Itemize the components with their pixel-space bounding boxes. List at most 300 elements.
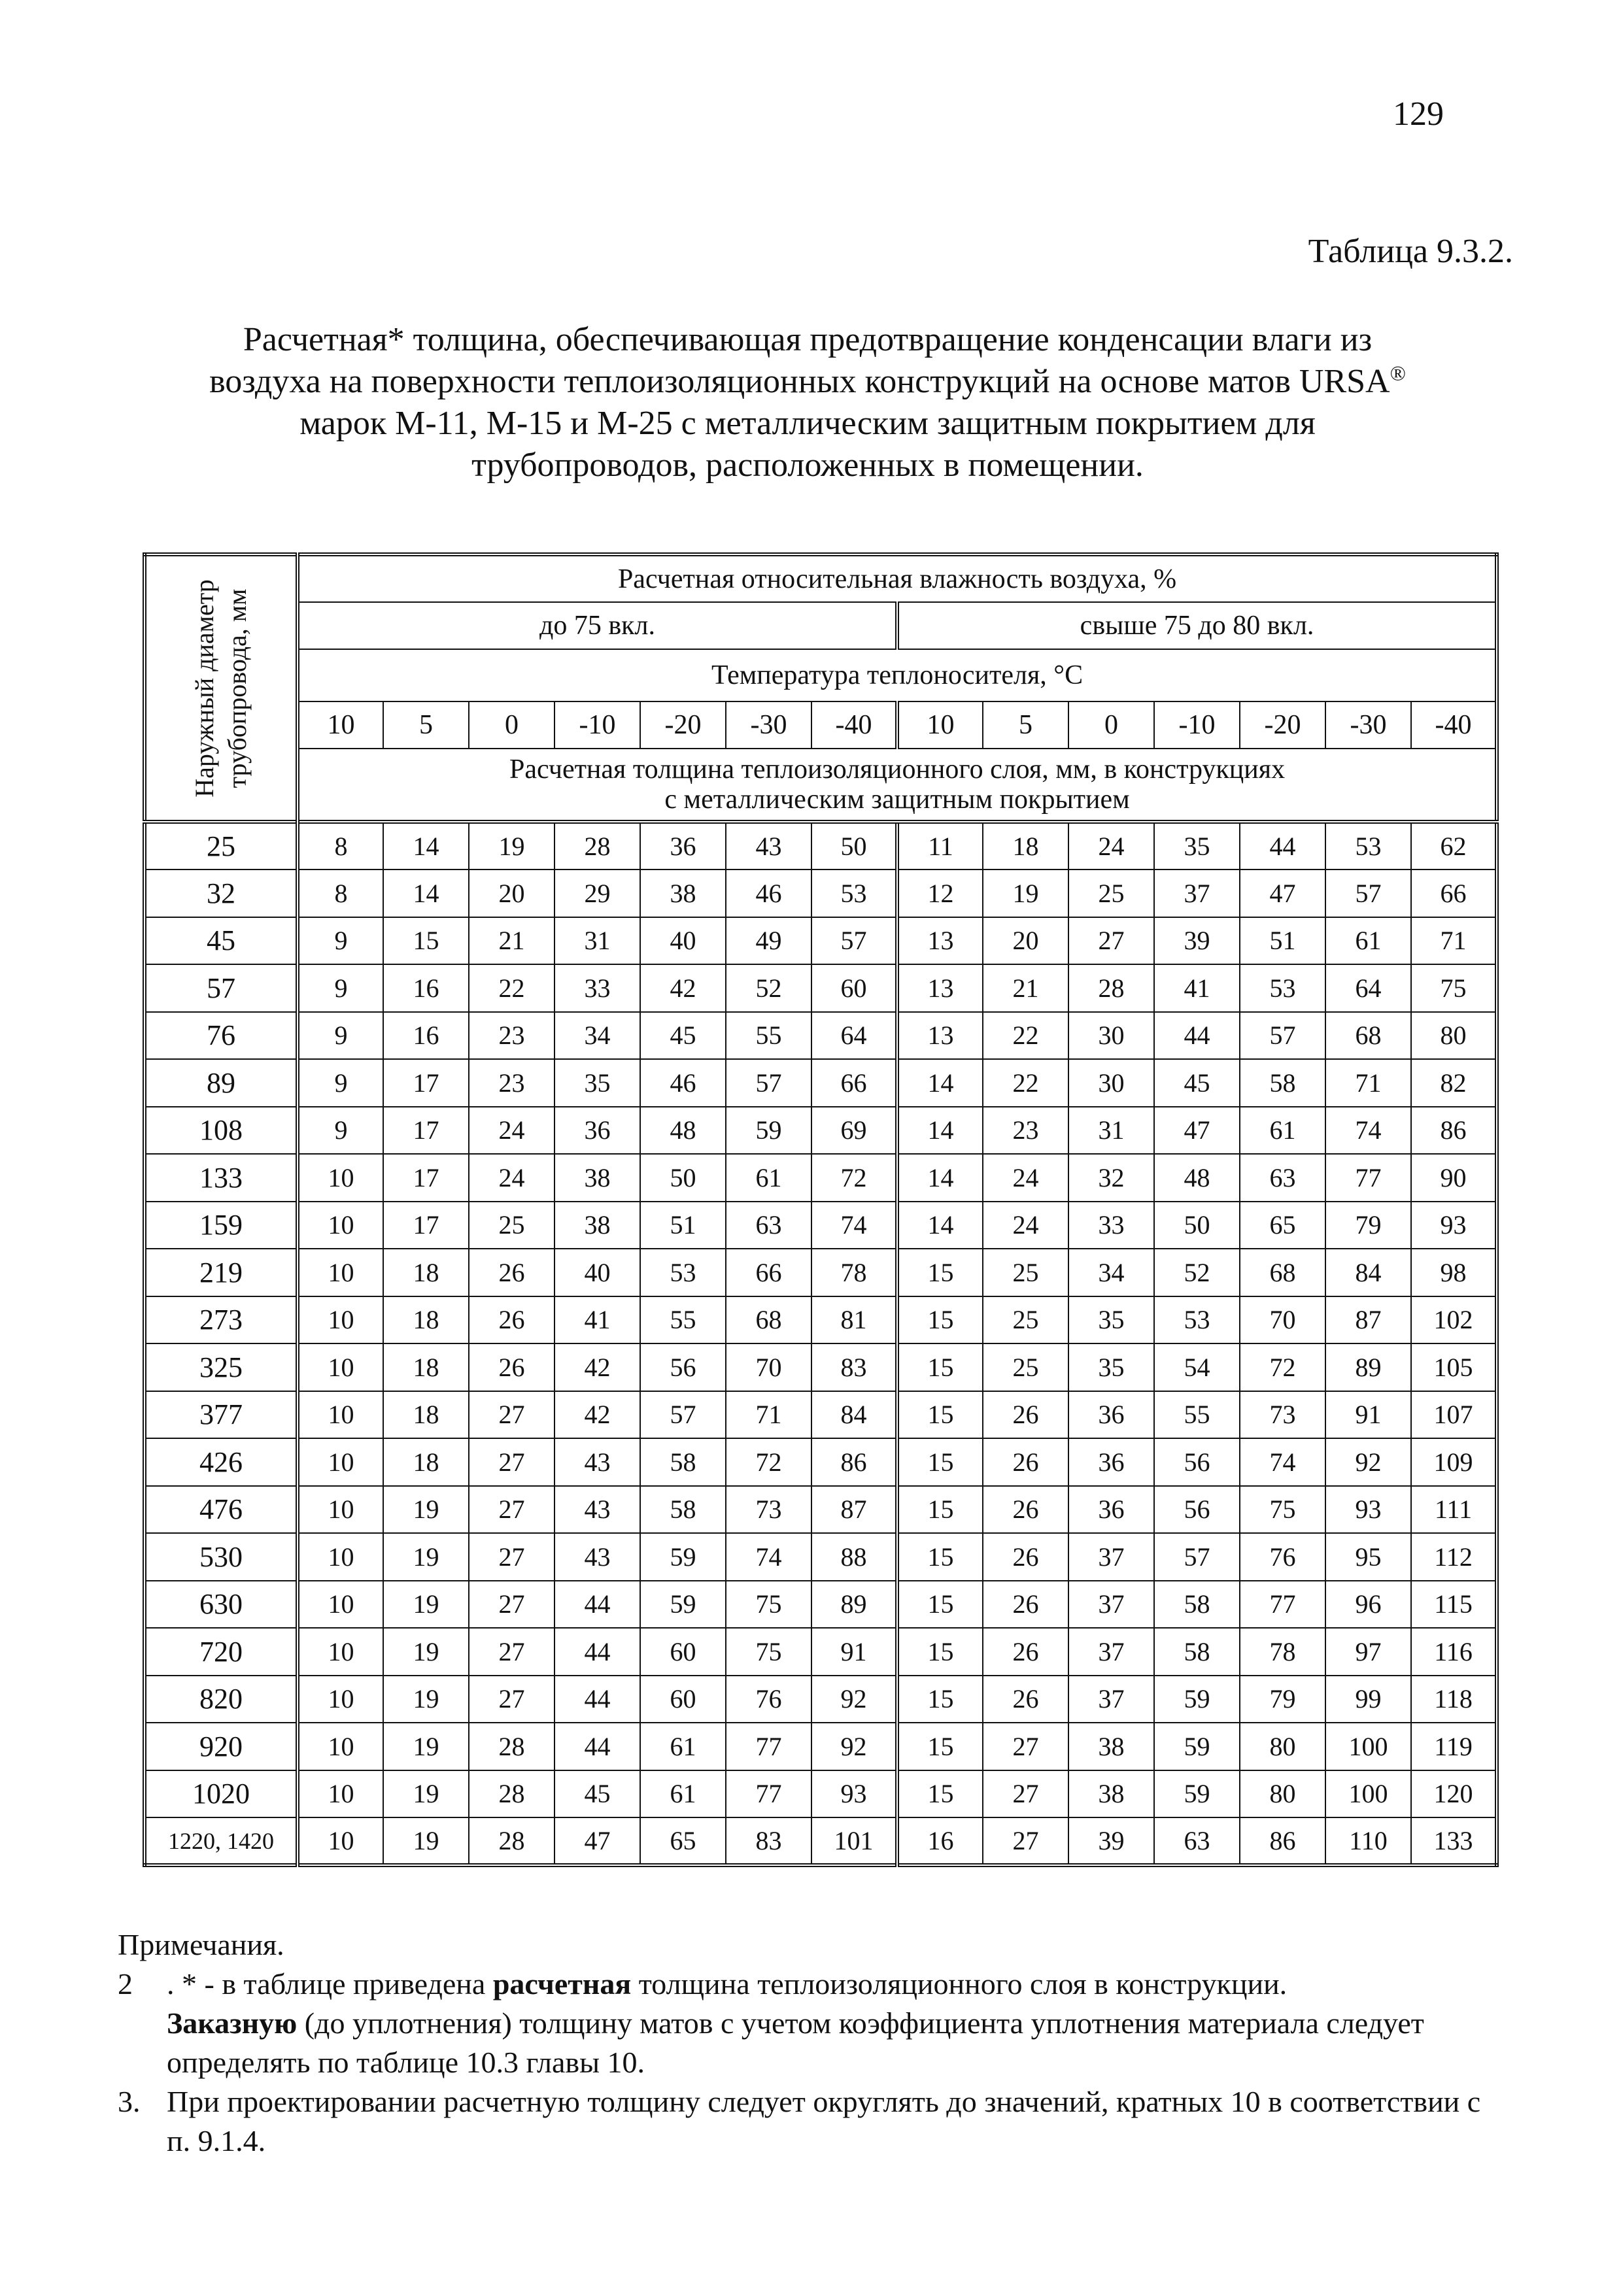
thickness-value-cell: 71 [726, 1391, 811, 1439]
thickness-value-cell: 22 [469, 964, 555, 1012]
thickness-value-cell: 19 [383, 1581, 469, 1629]
diameter-cell: 32 [145, 869, 298, 917]
diameter-cell: 630 [145, 1581, 298, 1629]
diameter-cell: 820 [145, 1676, 298, 1723]
thickness-value-cell: 24 [983, 1202, 1068, 1249]
temperature-value-cell: -30 [726, 701, 811, 749]
thickness-value-cell: 57 [811, 917, 897, 965]
thickness-value-cell: 102 [1411, 1296, 1497, 1344]
thickness-value-cell: 74 [1240, 1438, 1325, 1486]
thickness-value-cell: 44 [555, 1581, 640, 1629]
thickness-value-cell: 10 [298, 1343, 383, 1391]
thickness-value-cell: 80 [1411, 1012, 1497, 1060]
thickness-value-cell: 63 [1240, 1154, 1325, 1202]
thickness-value-cell: 57 [640, 1391, 726, 1439]
title-line-4: трубопроводов, расположенных в помещении. [471, 447, 1144, 484]
thickness-value-cell: 83 [726, 1817, 811, 1865]
notes-heading: Примечания. [118, 1928, 284, 1961]
thickness-value-cell: 78 [1240, 1628, 1325, 1676]
thickness-value-cell: 92 [811, 1676, 897, 1723]
note-2-text [167, 1965, 1504, 2082]
thickness-value-cell: 10 [298, 1249, 383, 1296]
thickness-value-cell: 19 [983, 869, 1068, 917]
thickness-value-cell: 88 [811, 1533, 897, 1581]
table-row [145, 1817, 1497, 1865]
title-line-2-text: воздуха на поверхности теплоизоляционных конструкций на основе матов URSA [209, 363, 1390, 400]
table-row [145, 1202, 1497, 1249]
thickness-value-cell: 37 [1068, 1581, 1154, 1629]
table-row [145, 1249, 1497, 1296]
thickness-value-cell: 59 [1154, 1676, 1240, 1723]
thickness-value-cell: 99 [1325, 1676, 1411, 1723]
thickness-value-cell: 25 [1068, 869, 1154, 917]
thickness-header-line-2: с металлическим защитным покрытием [664, 785, 1130, 815]
thickness-value-cell: 18 [983, 822, 1068, 869]
diameter-cell: 720 [145, 1628, 298, 1676]
temperature-value-cell: -20 [640, 701, 726, 749]
thickness-value-cell: 59 [1154, 1723, 1240, 1770]
thickness-value-cell: 69 [811, 1107, 897, 1155]
thickness-value-cell: 26 [983, 1533, 1068, 1581]
temperature-value-cell: 5 [383, 701, 469, 749]
thickness-value-cell: 10 [298, 1581, 383, 1629]
thickness-value-cell: 61 [1325, 917, 1411, 965]
thickness-value-cell: 133 [1411, 1817, 1497, 1865]
temperature-value-cell: -40 [811, 701, 897, 749]
diameter-cell: 159 [145, 1202, 298, 1249]
thickness-value-cell: 36 [1068, 1438, 1154, 1486]
thickness-value-cell: 43 [555, 1438, 640, 1486]
thickness-value-cell: 109 [1411, 1438, 1497, 1486]
thickness-value-cell: 54 [1154, 1343, 1240, 1391]
table-row [145, 869, 1497, 917]
thickness-value-cell: 49 [726, 917, 811, 965]
thickness-value-cell: 79 [1240, 1676, 1325, 1723]
thickness-value-cell: 45 [555, 1770, 640, 1818]
thickness-value-cell: 28 [469, 1723, 555, 1770]
table-row [145, 1012, 1497, 1060]
temperature-value-cell: 10 [897, 701, 983, 749]
thickness-value-cell: 19 [383, 1676, 469, 1723]
thickness-value-cell: 93 [811, 1770, 897, 1818]
thickness-value-cell: 37 [1068, 1533, 1154, 1581]
thickness-value-cell: 14 [383, 822, 469, 869]
thickness-value-cell: 52 [726, 964, 811, 1012]
thickness-value-cell: 20 [469, 869, 555, 917]
thickness-value-cell: 75 [1240, 1486, 1325, 1534]
thickness-value-cell: 26 [469, 1249, 555, 1296]
thickness-value-cell: 19 [383, 1486, 469, 1534]
thickness-value-cell: 112 [1411, 1533, 1497, 1581]
temperature-value-cell: -10 [555, 701, 640, 749]
thickness-value-cell: 36 [1068, 1486, 1154, 1534]
table-row [145, 1486, 1497, 1534]
thickness-value-cell: 31 [555, 917, 640, 965]
thickness-value-cell: 41 [1154, 964, 1240, 1012]
thickness-value-cell: 27 [983, 1817, 1068, 1865]
thickness-value-cell: 47 [1240, 869, 1325, 917]
thickness-value-cell: 42 [640, 964, 726, 1012]
thickness-value-cell: 61 [726, 1154, 811, 1202]
thickness-value-cell: 10 [298, 1486, 383, 1534]
thickness-value-cell: 38 [555, 1154, 640, 1202]
diameter-cell: 476 [145, 1486, 298, 1534]
diameter-cell: 76 [145, 1012, 298, 1060]
thickness-value-cell: 97 [1325, 1628, 1411, 1676]
thickness-value-cell: 101 [811, 1817, 897, 1865]
thickness-value-cell: 13 [897, 917, 983, 965]
thickness-value-cell: 30 [1068, 1059, 1154, 1107]
thickness-value-cell: 31 [1068, 1107, 1154, 1155]
thickness-value-cell: 51 [640, 1202, 726, 1249]
diameter-cell: 920 [145, 1723, 298, 1770]
thickness-value-cell: 58 [640, 1438, 726, 1486]
table-row [145, 917, 1497, 965]
thickness-value-cell: 50 [640, 1154, 726, 1202]
thickness-value-cell: 91 [1325, 1391, 1411, 1439]
thickness-value-cell: 59 [726, 1107, 811, 1155]
thickness-value-cell: 78 [811, 1249, 897, 1296]
thickness-value-cell: 53 [1240, 964, 1325, 1012]
diameter-cell: 426 [145, 1438, 298, 1486]
thickness-value-cell: 37 [1068, 1628, 1154, 1676]
thickness-value-cell: 19 [383, 1533, 469, 1581]
thickness-value-cell: 26 [469, 1343, 555, 1391]
thickness-value-cell: 33 [555, 964, 640, 1012]
thickness-value-cell: 15 [897, 1676, 983, 1723]
thickness-value-cell: 58 [1154, 1628, 1240, 1676]
thickness-value-cell: 27 [469, 1391, 555, 1439]
stub-header-text: Наружный диаметр трубопровода, мм [190, 579, 252, 798]
table-row [145, 1628, 1497, 1676]
table-row [145, 964, 1497, 1012]
thickness-value-cell: 12 [897, 869, 983, 917]
thickness-value-cell: 9 [298, 1059, 383, 1107]
thickness-value-cell: 16 [897, 1817, 983, 1865]
note-2-bold-ordered: Заказную [167, 2006, 298, 2040]
temperature-value-cell: 5 [983, 701, 1068, 749]
diameter-cell: 1220, 1420 [145, 1817, 298, 1865]
thickness-value-cell: 98 [1411, 1249, 1497, 1296]
diameter-cell: 45 [145, 917, 298, 965]
thickness-value-cell: 73 [1240, 1391, 1325, 1439]
thickness-value-cell: 29 [555, 869, 640, 917]
header-row-thickness [145, 749, 1497, 822]
thickness-value-cell: 72 [726, 1438, 811, 1486]
thickness-value-cell: 8 [298, 822, 383, 869]
thickness-value-cell: 75 [726, 1581, 811, 1629]
thickness-value-cell: 10 [298, 1154, 383, 1202]
diameter-cell: 377 [145, 1391, 298, 1439]
stub-header-cell [145, 554, 298, 822]
table-row [145, 1581, 1497, 1629]
note-2-prefix: . * - в таблице приведена [167, 1967, 493, 2001]
thickness-value-cell: 15 [897, 1770, 983, 1818]
thickness-value-cell: 111 [1411, 1486, 1497, 1534]
thickness-value-cell: 56 [1154, 1438, 1240, 1486]
thickness-value-cell: 86 [811, 1438, 897, 1486]
thickness-value-cell: 58 [1240, 1059, 1325, 1107]
thickness-value-cell: 36 [1068, 1391, 1154, 1439]
thickness-value-cell: 14 [383, 869, 469, 917]
thickness-value-cell: 15 [897, 1296, 983, 1344]
thickness-value-cell: 53 [811, 869, 897, 917]
thickness-header [298, 749, 1497, 822]
thickness-value-cell: 44 [555, 1676, 640, 1723]
thickness-value-cell: 26 [983, 1391, 1068, 1439]
note-3-text: При проектировании расчетную толщину следует округлять до значений, кратных 10 в соответствии с п. 9.1.4. [167, 2085, 1481, 2157]
thickness-value-cell: 75 [1411, 964, 1497, 1012]
thickness-value-cell: 76 [1240, 1533, 1325, 1581]
thickness-value-cell: 63 [1154, 1817, 1240, 1865]
temperature-value-cell: -30 [1325, 701, 1411, 749]
thickness-value-cell: 26 [983, 1581, 1068, 1629]
thickness-value-cell: 73 [726, 1486, 811, 1534]
thickness-value-cell: 27 [469, 1676, 555, 1723]
thickness-value-cell: 33 [1068, 1202, 1154, 1249]
thickness-value-cell: 23 [469, 1012, 555, 1060]
thickness-value-cell: 17 [383, 1107, 469, 1155]
thickness-value-cell: 77 [1325, 1154, 1411, 1202]
thickness-value-cell: 13 [897, 964, 983, 1012]
thickness-value-cell: 110 [1325, 1817, 1411, 1865]
thickness-value-cell: 87 [811, 1486, 897, 1534]
thickness-value-cell: 27 [983, 1723, 1068, 1770]
thickness-value-cell: 93 [1325, 1486, 1411, 1534]
thickness-value-cell: 32 [1068, 1154, 1154, 1202]
thickness-value-cell: 58 [1154, 1581, 1240, 1629]
thickness-value-cell: 65 [1240, 1202, 1325, 1249]
thickness-value-cell: 15 [897, 1343, 983, 1391]
table-row [145, 1107, 1497, 1155]
thickness-value-cell: 60 [640, 1628, 726, 1676]
thickness-value-cell: 76 [726, 1676, 811, 1723]
thickness-value-cell: 16 [383, 1012, 469, 1060]
thickness-value-cell: 90 [1411, 1154, 1497, 1202]
thickness-value-cell: 27 [1068, 917, 1154, 965]
thickness-value-cell: 96 [1325, 1581, 1411, 1629]
thickness-value-cell: 28 [555, 822, 640, 869]
title-line-3: марок М-11, М-15 и М-25 с металлическим защитным покрытием для [299, 405, 1316, 442]
table-row [145, 1770, 1497, 1818]
thickness-value-cell: 64 [811, 1012, 897, 1060]
thickness-value-cell: 55 [640, 1296, 726, 1344]
thickness-value-cell: 10 [298, 1817, 383, 1865]
thickness-value-cell: 10 [298, 1533, 383, 1581]
thickness-value-cell: 44 [1154, 1012, 1240, 1060]
thickness-value-cell: 25 [983, 1343, 1068, 1391]
thickness-value-cell: 38 [640, 869, 726, 917]
thickness-value-cell: 26 [983, 1676, 1068, 1723]
thickness-value-cell: 60 [640, 1676, 726, 1723]
registered-mark: ® [1390, 361, 1406, 385]
thickness-value-cell: 48 [640, 1107, 726, 1155]
thickness-value-cell: 42 [555, 1343, 640, 1391]
table-row [145, 1296, 1497, 1344]
thickness-value-cell: 13 [897, 1012, 983, 1060]
thickness-value-cell: 57 [1154, 1533, 1240, 1581]
thickness-value-cell: 28 [1068, 964, 1154, 1012]
thickness-value-cell: 93 [1411, 1202, 1497, 1249]
thickness-value-cell: 66 [811, 1059, 897, 1107]
thickness-value-cell: 24 [469, 1154, 555, 1202]
thickness-value-cell: 37 [1068, 1676, 1154, 1723]
thickness-value-cell: 17 [383, 1059, 469, 1107]
thickness-value-cell: 56 [640, 1343, 726, 1391]
thickness-value-cell: 82 [1411, 1059, 1497, 1107]
thickness-value-cell: 28 [469, 1770, 555, 1818]
thickness-value-cell: 10 [298, 1438, 383, 1486]
thickness-value-cell: 120 [1411, 1770, 1497, 1818]
temperature-value-cell: -20 [1240, 701, 1325, 749]
group-header-up-to-75: до 75 вкл. [298, 602, 897, 649]
thickness-value-cell: 40 [640, 917, 726, 965]
thickness-value-cell: 38 [1068, 1770, 1154, 1818]
thickness-value-cell: 24 [1068, 822, 1154, 869]
thickness-value-cell: 17 [383, 1202, 469, 1249]
note-3 [118, 2082, 1504, 2161]
thickness-value-cell: 80 [1240, 1770, 1325, 1818]
thickness-value-cell: 35 [1068, 1296, 1154, 1344]
thickness-value-cell: 19 [383, 1723, 469, 1770]
thickness-value-cell: 44 [555, 1628, 640, 1676]
thickness-value-cell: 10 [298, 1676, 383, 1723]
temperature-value-cell: 0 [469, 701, 555, 749]
table-row [145, 1438, 1497, 1486]
thickness-value-cell: 36 [640, 822, 726, 869]
diameter-cell: 219 [145, 1249, 298, 1296]
thickness-value-cell: 57 [1325, 869, 1411, 917]
temperature-value-cell: 0 [1068, 701, 1154, 749]
thickness-value-cell: 27 [469, 1581, 555, 1629]
thickness-value-cell: 41 [555, 1296, 640, 1344]
thickness-value-cell: 68 [726, 1296, 811, 1344]
thickness-value-cell: 70 [726, 1343, 811, 1391]
thickness-value-cell: 62 [1411, 822, 1497, 869]
thickness-value-cell: 17 [383, 1154, 469, 1202]
thickness-value-cell: 10 [298, 1391, 383, 1439]
temperature-value-cell: 10 [298, 701, 383, 749]
thickness-value-cell: 9 [298, 1012, 383, 1060]
thickness-value-cell: 79 [1325, 1202, 1411, 1249]
title-line-1: Расчетная* толщина, обеспечивающая предотвращение конденсации влаги из [243, 321, 1373, 358]
thickness-value-cell: 15 [897, 1533, 983, 1581]
thickness-value-cell: 10 [298, 1296, 383, 1344]
thickness-value-cell: 46 [726, 869, 811, 917]
thickness-value-cell: 89 [811, 1581, 897, 1629]
thickness-value-cell: 23 [469, 1059, 555, 1107]
thickness-value-cell: 22 [983, 1012, 1068, 1060]
thickness-value-cell: 30 [1068, 1012, 1154, 1060]
thickness-value-cell: 61 [1240, 1107, 1325, 1155]
thickness-value-cell: 15 [897, 1628, 983, 1676]
thickness-value-cell: 14 [897, 1202, 983, 1249]
thickness-value-cell: 91 [811, 1628, 897, 1676]
header-row-temperature-values [145, 701, 1497, 749]
thickness-value-cell: 84 [1325, 1249, 1411, 1296]
humidity-header: Расчетная относительная влажность воздуха, % [298, 554, 1497, 602]
diameter-cell: 133 [145, 1154, 298, 1202]
thickness-value-cell: 26 [983, 1438, 1068, 1486]
thickness-value-cell: 57 [1240, 1012, 1325, 1060]
thickness-value-cell: 28 [469, 1817, 555, 1865]
thickness-value-cell: 50 [811, 822, 897, 869]
thickness-value-cell: 21 [469, 917, 555, 965]
thickness-value-cell: 15 [897, 1723, 983, 1770]
note-3-number: 3. [118, 2085, 141, 2118]
thickness-value-cell: 39 [1154, 917, 1240, 965]
thickness-value-cell: 24 [983, 1154, 1068, 1202]
thickness-table [143, 552, 1499, 1867]
table-row [145, 1059, 1497, 1107]
thickness-value-cell: 15 [897, 1249, 983, 1296]
thickness-value-cell: 43 [726, 822, 811, 869]
thickness-value-cell: 38 [555, 1202, 640, 1249]
thickness-value-cell: 107 [1411, 1391, 1497, 1439]
thickness-value-cell: 51 [1240, 917, 1325, 965]
thickness-value-cell: 27 [469, 1533, 555, 1581]
thickness-value-cell: 44 [555, 1723, 640, 1770]
thickness-value-cell: 60 [811, 964, 897, 1012]
thickness-value-cell: 66 [726, 1249, 811, 1296]
thickness-value-cell: 92 [811, 1723, 897, 1770]
thickness-value-cell: 16 [383, 964, 469, 1012]
thickness-value-cell: 45 [1154, 1059, 1240, 1107]
thickness-value-cell: 59 [1154, 1770, 1240, 1818]
thickness-value-cell: 43 [555, 1486, 640, 1534]
header-row-temperature [145, 649, 1497, 701]
thickness-value-cell: 9 [298, 1107, 383, 1155]
thickness-value-cell: 10 [298, 1770, 383, 1818]
thickness-value-cell: 40 [555, 1249, 640, 1296]
thickness-value-cell: 20 [983, 917, 1068, 965]
table-row [145, 1391, 1497, 1439]
thickness-value-cell: 26 [469, 1296, 555, 1344]
thickness-value-cell: 9 [298, 964, 383, 1012]
thickness-value-cell: 61 [640, 1770, 726, 1818]
thickness-value-cell: 95 [1325, 1533, 1411, 1581]
thickness-value-cell: 53 [1154, 1296, 1240, 1344]
thickness-value-cell: 45 [640, 1012, 726, 1060]
note-2-mid: толщина теплоизоляционного слоя в конструкции. [631, 1967, 1288, 2001]
thickness-value-cell: 72 [811, 1154, 897, 1202]
thickness-value-cell: 11 [897, 822, 983, 869]
thickness-value-cell: 14 [897, 1107, 983, 1155]
thickness-value-cell: 50 [1154, 1202, 1240, 1249]
thickness-value-cell: 55 [726, 1012, 811, 1060]
thickness-value-cell: 77 [726, 1723, 811, 1770]
notes [118, 1925, 1504, 2161]
thickness-value-cell: 115 [1411, 1581, 1497, 1629]
thickness-value-cell: 71 [1411, 917, 1497, 965]
diameter-cell: 273 [145, 1296, 298, 1344]
thickness-value-cell: 71 [1325, 1059, 1411, 1107]
thickness-value-cell: 9 [298, 917, 383, 965]
thickness-value-cell: 68 [1240, 1249, 1325, 1296]
thickness-value-cell: 15 [897, 1486, 983, 1534]
header-row-groups [145, 602, 1497, 649]
diameter-cell: 325 [145, 1343, 298, 1391]
thickness-value-cell: 15 [383, 917, 469, 965]
thickness-value-cell: 18 [383, 1249, 469, 1296]
thickness-value-cell: 39 [1068, 1817, 1154, 1865]
thickness-value-cell: 86 [1411, 1107, 1497, 1155]
table-row [145, 1343, 1497, 1391]
title-line-2 [118, 361, 1497, 403]
page-number: 129 [1393, 95, 1444, 133]
thickness-value-cell: 18 [383, 1343, 469, 1391]
thickness-value-cell: 47 [555, 1817, 640, 1865]
